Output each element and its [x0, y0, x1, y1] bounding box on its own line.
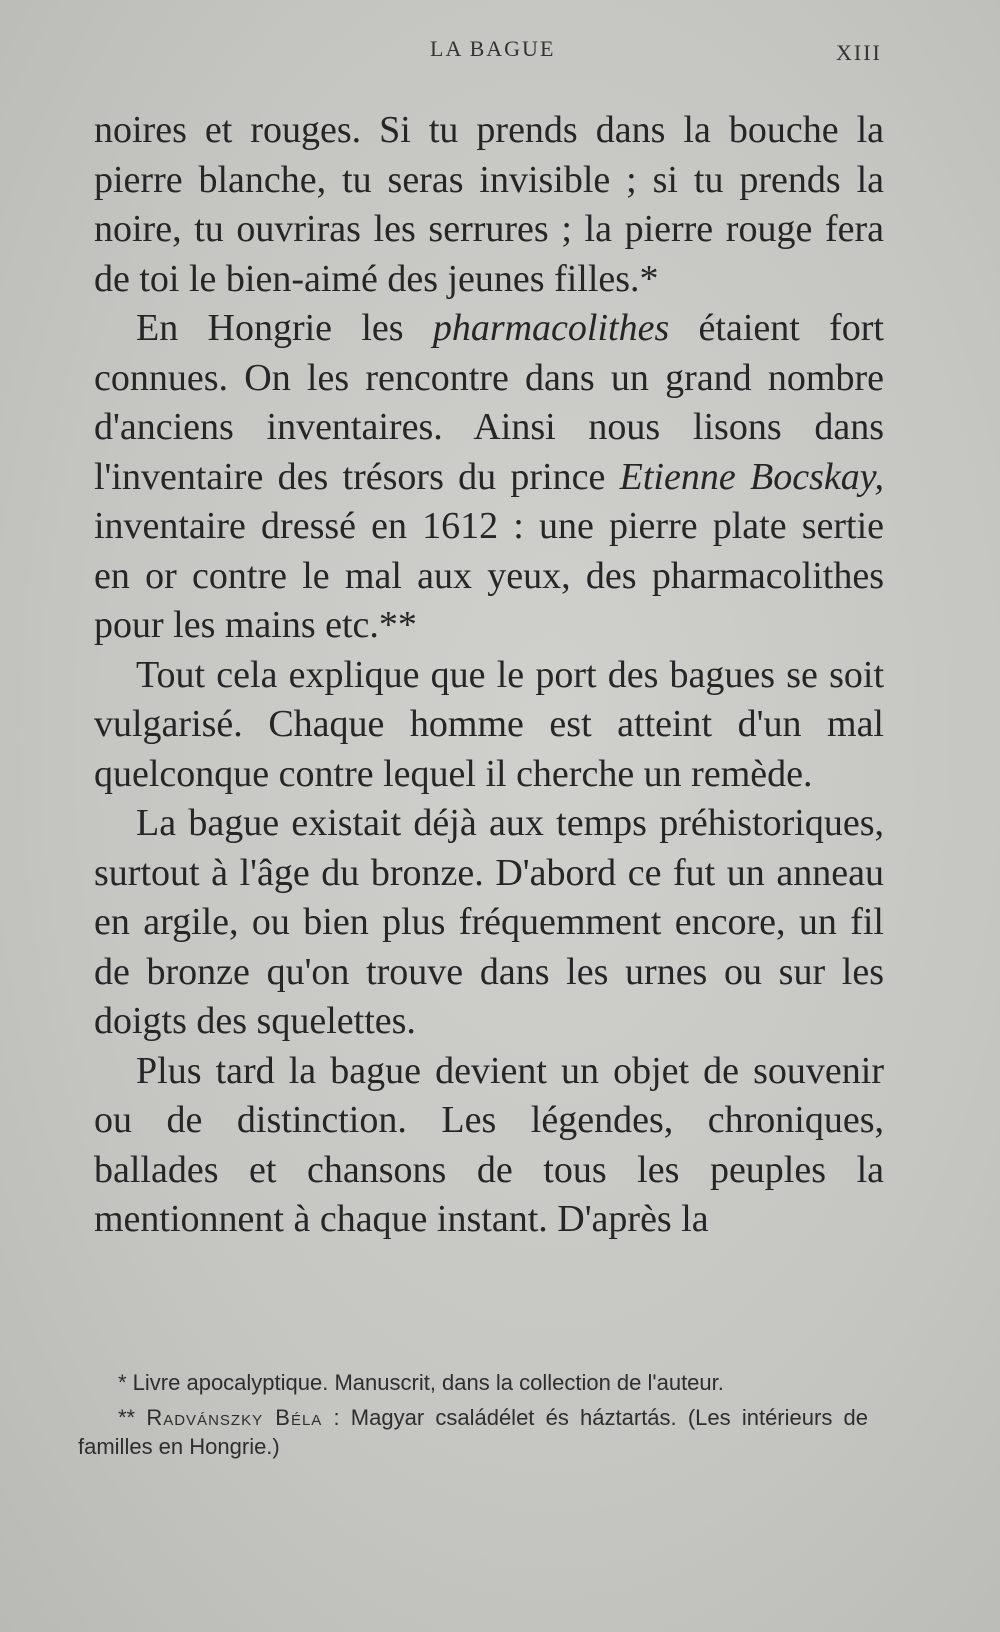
running-head [0, 36, 1000, 66]
paragraph-2-text-c: inventaire dressé en 1612 : une pierre plate sertie en or contre le mal aux yeux, des pharmacolithes pour les mains etc.** [94, 505, 884, 646]
footnote-1: * Livre apocalyptique. Manuscrit, dans la collection de l'auteur. [118, 1370, 724, 1395]
footnotes [78, 1368, 868, 1467]
paragraph-2-text-b: étaient fort connues. On les rencontre dans un grand nombre d'anciens inventaires. Ainsi nous lisons dans l'inventaire des trésors du prince [94, 307, 884, 498]
footnote-2-author: Radvánszky Béla [146, 1405, 323, 1430]
paragraph-2-text-a: En Hongrie les [136, 307, 433, 349]
footnote-2-mark: ** [118, 1405, 147, 1430]
paragraph-2 [94, 304, 884, 651]
paragraph-5: Plus tard la bague devient un objet de souvenir ou de distinction. Les légendes, chroniques, ballades et chansons de tous les peuples la mentionnent à chaque instant. D'après la [94, 1049, 884, 1240]
paragraph-4: La bague existait déjà aux temps préhistoriques, surtout à l'âge du bronze. D'abord ce fut un anneau en argile, ou bien plus fréquemment encore, un fil de bronze qu'on trouve dans les urnes ou sur les doigts des squelettes. [94, 802, 884, 1042]
running-title: LA BAGUE [430, 36, 556, 61]
footnote-2-text: : Magyar családélet és háztartás. (Les intérieurs de familles en Hongrie.) [78, 1405, 868, 1459]
paragraph-1: noires et rouges. Si tu prends dans la bouche la pierre blanche, tu seras invisible ; si tu prends la noire, tu ouvriras les serrures ; la pierre rouge fera de toi le bien-aimé des jeunes filles.* [94, 109, 884, 300]
page-number: XIII [836, 40, 882, 65]
paragraph-3: Tout cela explique que le port des bagues se soit vulgarisé. Chaque homme est atteint d'un mal quelconque contre lequel il cherche un remède. [94, 653, 884, 795]
body-text [94, 106, 884, 1245]
paragraph-2-emphasis-name: Etienne Bocskay, [619, 455, 884, 498]
footnote-2 [78, 1403, 868, 1461]
paragraph-2-emphasis-pharmacolithes: pharmacolithes [432, 307, 670, 349]
